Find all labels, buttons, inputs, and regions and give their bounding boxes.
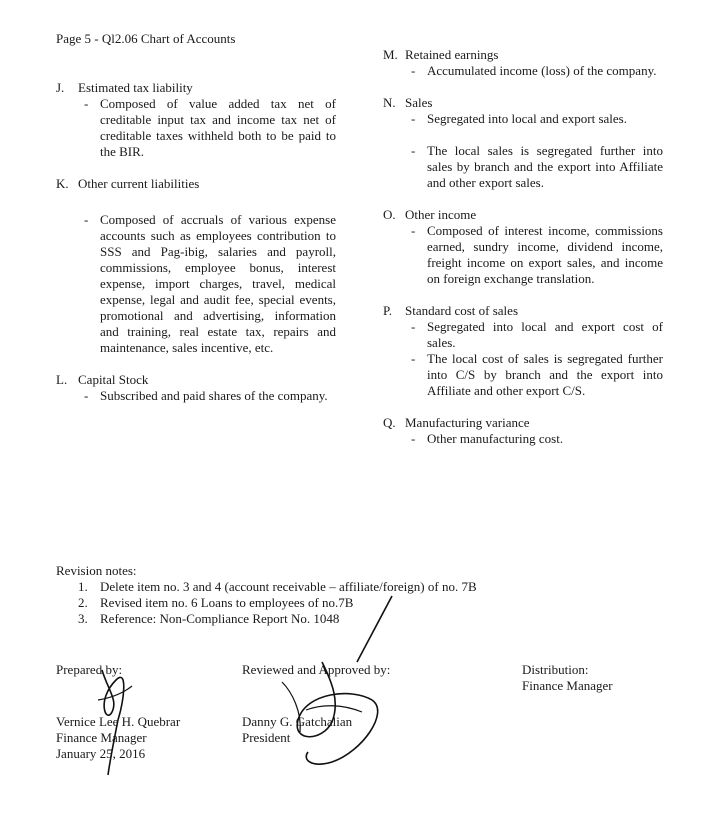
section-m [383,47,663,79]
item-letter: M. [383,47,398,62]
reviewed-label: Reviewed and Approved by: [242,662,391,677]
page-header: Page 5 - Ql2.06 Chart of Accounts [56,31,236,46]
item-letter: Q. [383,415,396,430]
preparer-signature [88,660,148,780]
section-k [56,176,336,356]
section-j [56,80,336,160]
item-bullet: - Composed of interest income, commissions earned, sundry income, dividend income, freight income on export sales, and income on foreign exchange translation. [411,223,663,286]
item-bullet: - Segregated into local and export sales. [411,111,627,126]
item-letter: P. [383,303,393,318]
reviewer-signature [262,592,402,772]
item-title: Estimated tax liability [78,80,193,95]
distribution-block [522,662,672,694]
section-q [383,415,663,447]
item-bullet: - Accumulated income (loss) of the company. [411,63,657,78]
item-title: Capital Stock [78,372,149,387]
item-title: Sales [405,95,433,110]
item-bullet: - Segregated into local and export cost of sales. [411,319,663,350]
item-letter: N. [383,95,396,110]
revision-item: 3. Reference: Non-Compliance Report No. 1048 [78,611,340,626]
item-title: Retained earnings [405,47,499,62]
item-title: Standard cost of sales [405,303,519,318]
reviewer-name: Danny G. Gatchalian [242,714,353,729]
item-letter: K. [56,176,69,191]
left-column [56,80,336,404]
item-bullet: - Other manufacturing cost. [411,431,564,446]
preparer-title: Finance Manager [56,730,147,745]
item-letter: L. [56,372,68,387]
preparer-name: Vernice Lee H. Quebrar [56,714,181,729]
revision-item: 2. Revised item no. 6 Loans to employees of no.7B [78,595,354,610]
item-letter: O. [383,207,396,222]
item-bullet: - Composed of value added tax net of creditable input tax and income tax net of creditable taxes withheld both to be paid to the BIR. [84,96,336,159]
section-n [383,95,663,191]
item-title: Other income [405,207,477,222]
item-bullet: - Composed of accruals of various expense accounts such as employees contribution to SSS and Pag-ibig, salaries and payroll, commissions, employee bonus, interest expense, import charges, travel, medical expense, legal and audit fee, special events, promotional and advertising, information and training, real estate tax, repairs and maintenance, sales incentive, etc. [84,212,336,355]
distribution-label: Distribution: [522,662,589,677]
right-column [383,47,663,447]
item-bullet: - Subscribed and paid shares of the company. [84,388,328,403]
section-l [56,372,336,404]
item-bullet: - The local cost of sales is segregated further into C/S by branch and the export into Affiliate and other export C/S. [411,351,663,398]
section-p [383,303,663,399]
reviewer-title: President [242,730,291,745]
item-bullet: - The local sales is segregated further into sales by branch and the export into Affiliate and other export sales. [411,143,663,190]
item-letter: J. [56,80,65,95]
revision-item: 1. Delete item no. 3 and 4 (account receivable – affiliate/foreign) of no. 7B [78,579,477,594]
item-title: Manufacturing variance [405,415,530,430]
item-title: Other current liabilities [78,176,200,191]
section-o [383,207,663,287]
distribution-recipient: Finance Manager [522,678,613,693]
preparer-date: January 25, 2016 [56,746,146,761]
prepared-label: Prepared by: [56,662,123,677]
revision-heading: Revision notes: [56,563,137,578]
